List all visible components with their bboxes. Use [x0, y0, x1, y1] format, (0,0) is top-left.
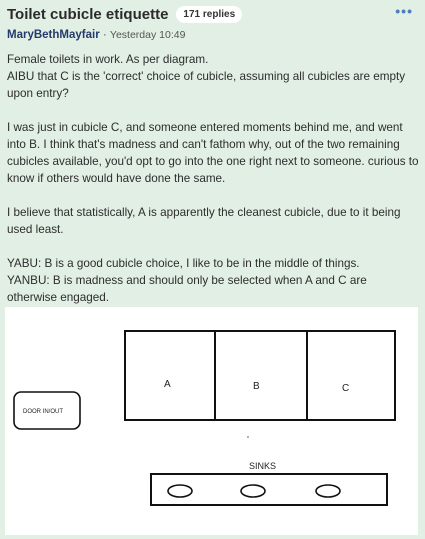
- thread-header: [7, 4, 242, 24]
- post-paragraph: I believe that statistically, A is apparently the cleanest cubicle, due to it being used least.: [7, 206, 401, 236]
- post-timestamp: Yesterday 10:49: [109, 29, 186, 41]
- thread-title[interactable]: Toilet cubicle etiquette: [7, 5, 169, 23]
- sinks-label: SINKS: [249, 461, 277, 471]
- sink-basin: [168, 485, 192, 497]
- post-meta: [7, 29, 185, 41]
- cubicle-label-a: A: [164, 379, 171, 390]
- cubicle-diagram-image[interactable]: [5, 307, 418, 535]
- post-body: [7, 51, 419, 323]
- sink-basin: [241, 485, 265, 497]
- cubicle-label-c: C: [342, 383, 350, 394]
- sink-basin: [316, 485, 340, 497]
- sink-counter: [151, 474, 387, 505]
- diagram-svg: [5, 307, 418, 535]
- author-name[interactable]: MaryBethMayfair: [7, 29, 100, 41]
- post-paragraph: YANBU: B is madness and should only be selected when A and C are otherwise engaged.: [7, 274, 367, 304]
- post-paragraph: AIBU that C is the 'correct' choice of cubicle, assuming all cubicles are empty upon entry?: [7, 70, 406, 100]
- cubicle-block: [125, 331, 395, 420]
- door-label: DOOR IN/OUT: [23, 409, 63, 415]
- cubicle-label-b: B: [253, 381, 260, 392]
- more-options-icon[interactable]: •••: [395, 3, 413, 19]
- replies-badge[interactable]: 171 replies: [176, 6, 242, 23]
- post-paragraph: YABU: B is a good cubicle choice, I like to be in the middle of things.: [7, 257, 360, 270]
- stray-dot: [247, 436, 249, 438]
- post-paragraph: I was just in cubicle C, and someone entered moments behind me, and went into B. I think that's madness and can't fathom why, out of the two remaining cubicles available, you'd opt to go into the one right next to someone. curious to know if others would have done the same.: [7, 121, 419, 185]
- post-paragraph: Female toilets in work. As per diagram.: [7, 53, 209, 66]
- meta-separator: ·: [102, 29, 107, 41]
